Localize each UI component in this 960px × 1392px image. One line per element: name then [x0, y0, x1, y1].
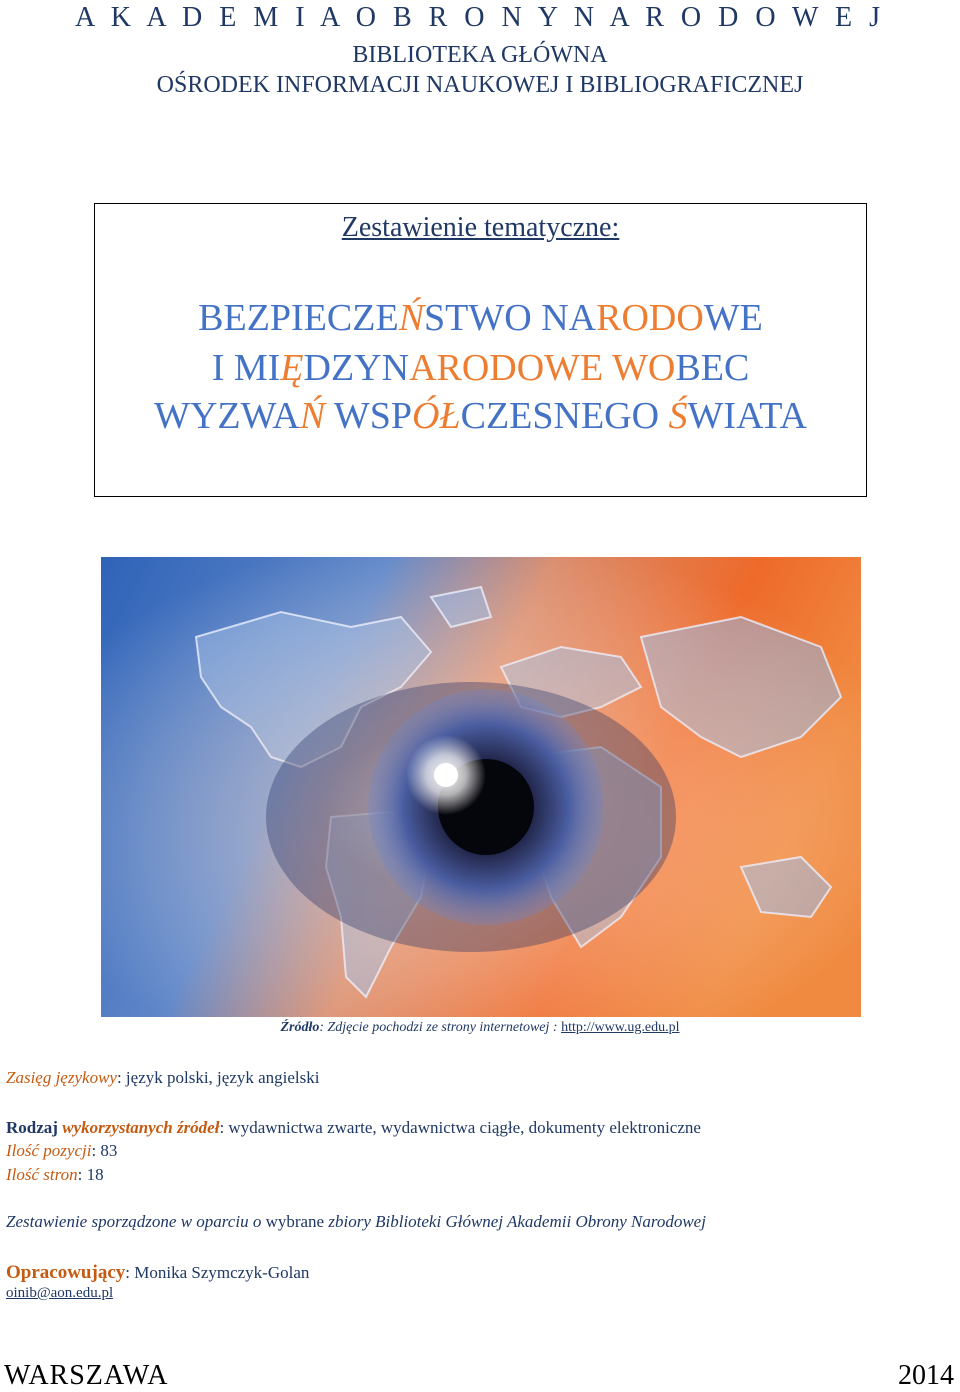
- author-email-line: [6, 1285, 113, 1302]
- source-text: : Zdjęcie pochodzi ze strony internetowej :: [319, 1020, 562, 1035]
- item-count: [6, 1141, 117, 1161]
- page-count: [6, 1165, 104, 1185]
- title-segment: WYZWA: [154, 395, 300, 437]
- page-count-value: : 18: [77, 1165, 104, 1184]
- title-box-label: Zestawienie tematyczne:: [341, 212, 620, 243]
- image-source-caption: [0, 1020, 960, 1036]
- title-box: [94, 203, 867, 497]
- compilation-note-part-3: zbiory Biblioteki Głównej Akademii Obrony Narodowej: [324, 1212, 706, 1231]
- author-email-link[interactable]: oinib@aon.edu.pl: [6, 1285, 114, 1301]
- compilation-note: [6, 1212, 706, 1232]
- source-types: [6, 1118, 701, 1138]
- source-link[interactable]: http://www.ug.edu.pl: [561, 1020, 680, 1035]
- item-count-label: Ilość pozycji: [6, 1141, 92, 1160]
- compilation-note-part-2: wybrane: [265, 1212, 325, 1231]
- language-scope: [6, 1068, 320, 1088]
- title-segment: Ę: [280, 347, 304, 389]
- title-segment: DZYN: [303, 347, 410, 389]
- title-segment: CZESNEGO: [460, 395, 669, 437]
- title-line-1: [95, 296, 866, 340]
- language-scope-value: : język polski, język angielski: [116, 1068, 320, 1087]
- source-types-value: : wydawnictwa zwarte, wydawnictwa ciągłe, dokumenty elektroniczne: [219, 1118, 701, 1137]
- author-label: Opracowujący: [6, 1262, 126, 1283]
- footer-year: 2014: [898, 1360, 954, 1391]
- language-scope-label: Zasięg językowy: [6, 1068, 117, 1087]
- source-types-label-2: wykorzystanych źródeł: [62, 1118, 220, 1137]
- header-library-name: BIBLIOTEKA GŁÓWNA: [352, 42, 608, 68]
- title-segment: WIATA: [687, 395, 807, 437]
- footer-city: WARSZAWA: [4, 1360, 169, 1391]
- header-department-name: OŚRODEK INFORMACJI NAUKOWEJ I BIBLIOGRAFICZNEJ: [156, 72, 804, 98]
- title-segment: RODO: [596, 297, 704, 339]
- item-count-value: : 83: [91, 1141, 118, 1160]
- source-label: Źródło: [280, 1020, 320, 1035]
- title-line-3: [95, 394, 866, 438]
- title-segment: I MI: [211, 347, 281, 389]
- header-academy-name: A K A D E M I A O B R O N Y N A R O D O W E J: [75, 2, 885, 33]
- page-count-label: Ilość stron: [6, 1165, 78, 1184]
- cover-photo-eye-world-map: [101, 557, 861, 1017]
- author: [6, 1262, 309, 1284]
- title-segment: Ń: [398, 297, 425, 339]
- title-segment: BEC: [675, 347, 750, 389]
- title-segment: Ń: [299, 395, 326, 437]
- compilation-note-part-1: Zestawienie sporządzone w oparciu o: [6, 1212, 266, 1231]
- title-segment: BEZPIECZE: [198, 297, 399, 339]
- title-segment: Ś: [668, 395, 688, 437]
- title-segment: ARODOWE WO: [409, 347, 676, 389]
- author-value: : Monika Szymczyk-Golan: [125, 1263, 310, 1282]
- title-line-2: [95, 346, 866, 390]
- title-segment: ÓŁ: [412, 395, 461, 437]
- source-types-label-1: Rodzaj: [6, 1118, 63, 1137]
- title-segment: WSP: [325, 395, 413, 437]
- title-segment: WE: [703, 297, 763, 339]
- title-segment: STWO NA: [424, 297, 597, 339]
